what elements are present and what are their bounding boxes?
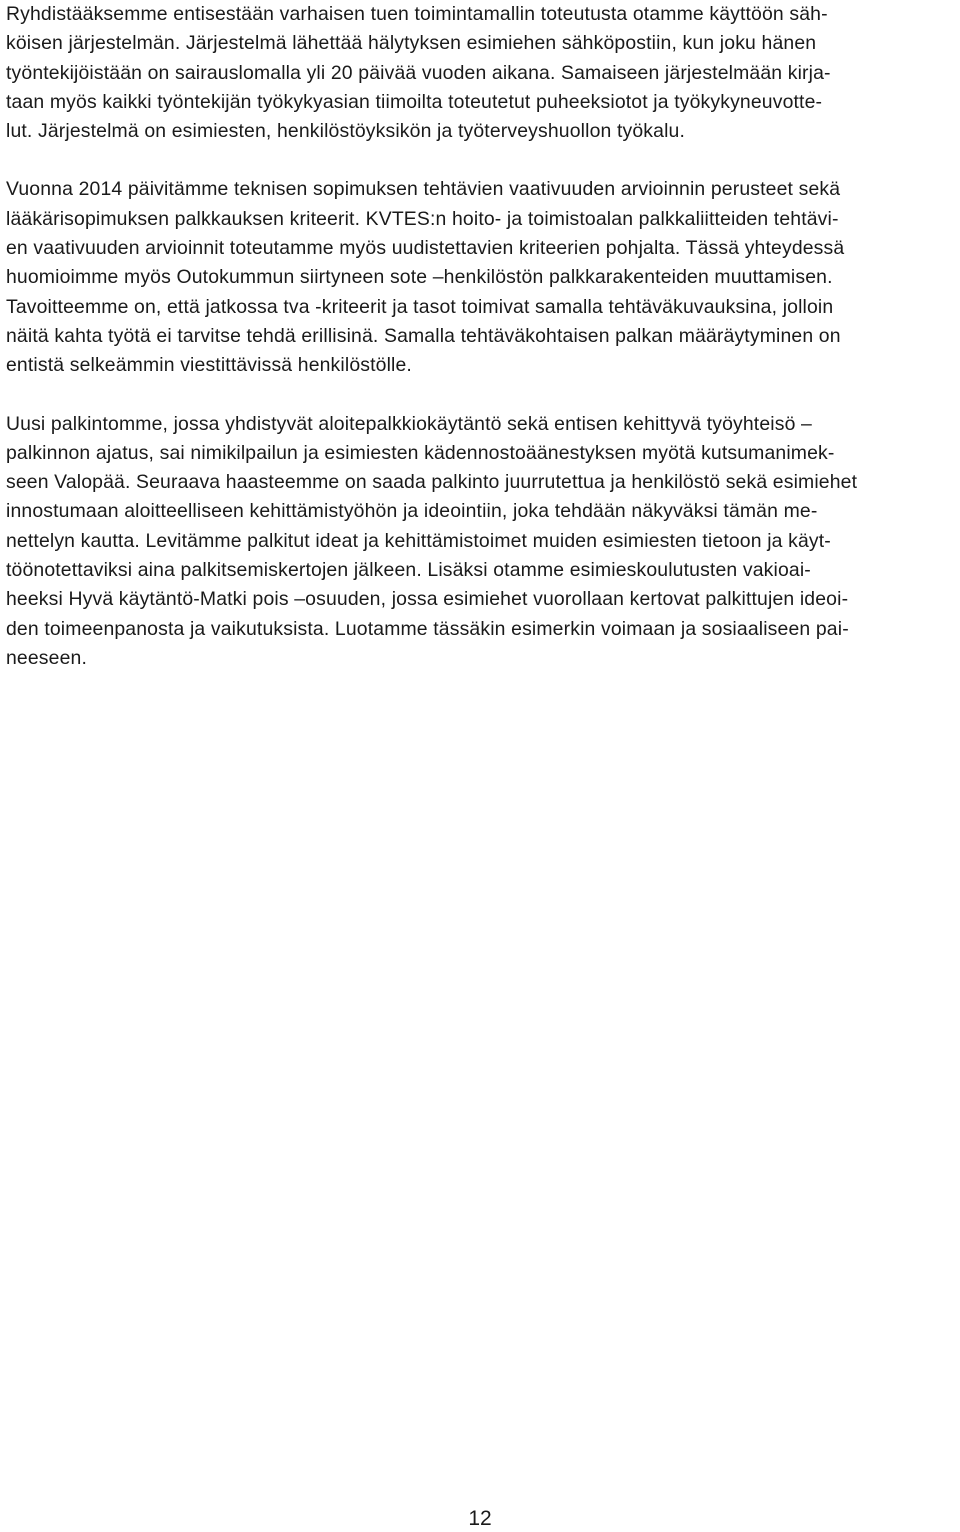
text-line: innostumaan aloitteelliseen kehittämistyöhön ja ideointiin, joka tehdään näkyväksi tämän me- (6, 500, 818, 523)
text-line: heeksi Hyvä käytäntö-Matki pois –osuuden, jossa esimiehet vuorollaan kertovat palkittujen ideoi- (6, 588, 849, 611)
text-line: nettelyn kautta. Levitämme palkitut ideat ja kehittämistoimet muiden esimiesten tietoon ja käyt- (6, 529, 831, 552)
text-line: Tavoitteemme on, että jatkossa tva -kriteerit ja tasot toimivat samalla tehtäväkuvauksina, jolloin (6, 295, 834, 318)
text-line: Vuonna 2014 päivitämme teknisen sopimuksen tehtävien vaativuuden arvioinnin perusteet sekä (6, 178, 841, 201)
text-line: en vaativuuden arvioinnit toteutamme myös uudistettavien kriteerien pohjalta. Tässä yhteydessä (6, 237, 845, 260)
paragraph-spacer (6, 146, 956, 175)
page-number: 12 (468, 1507, 492, 1530)
text-line: lääkärisopimuksen palkkauksen kriteerit. KVTES:n hoito- ja toimistoalan palkkaliitteiden tehtävi- (6, 207, 839, 230)
paragraph-valopaa-palkinto (6, 410, 956, 674)
text-line: taan myös kaikki työntekijän työkykyasian tiimoilta toteutetut puheeksiotot ja työkykyneuvotte- (6, 90, 823, 113)
text-line: palkinnon ajatus, sai nimikilpailun ja esimiesten kädennostoäänestyksen myötä kutsumanimek- (6, 441, 835, 464)
paragraph-vaativuuden-arviointi (6, 175, 956, 380)
paragraph-sahkoinen-jarjestelma (6, 0, 956, 146)
text-line: lut. Järjestelmä on esimiesten, henkilöstöyksikön ja työterveyshuollon työkalu. (6, 120, 685, 143)
text-line: seen Valopää. Seuraava haasteemme on saada palkinto juurrutettua ja henkilöstö sekä esimiehet (6, 471, 858, 494)
text-line: huomioimme myös Outokummun siirtyneen sote –henkilöstön palkkarakenteiden muuttamisen. (6, 266, 833, 289)
text-line: entistä selkeämmin viestittävissä henkilöstölle. (6, 354, 412, 377)
text-line: den toimeenpanosta ja vaikutuksista. Luotamme tässäkin esimerkin voimaan ja sosiaaliseen pai- (6, 617, 849, 640)
text-line: Uusi palkintomme, jossa yhdistyvät aloitepalkkiokäytäntö sekä entisen kehittyvä työyhteisö – (6, 412, 812, 435)
text-line: Ryhdistääksemme entisestään varhaisen tuen toimintamallin toteutusta otamme käyttöön säh- (6, 3, 828, 25)
text-line: töönotettaviksi aina palkitsemiskertojen jälkeen. Lisäksi otamme esimieskoulutusten vakioai- (6, 559, 811, 582)
document-page (6, 0, 956, 673)
paragraph-spacer (6, 381, 956, 410)
text-line: työntekijöistään on sairauslomalla yli 20 päivää vuoden aikana. Samaiseen järjestelmään kirja- (6, 61, 831, 84)
text-line: neeseen. (6, 646, 87, 669)
text-line: köisen järjestelmän. Järjestelmä lähettää hälytyksen esimiehen sähköpostiin, kun joku hänen (6, 32, 817, 55)
text-line: näitä kahta työtä ei tarvitse tehdä erillisinä. Samalla tehtäväkohtaisen palkan määräytyminen on (6, 324, 841, 347)
